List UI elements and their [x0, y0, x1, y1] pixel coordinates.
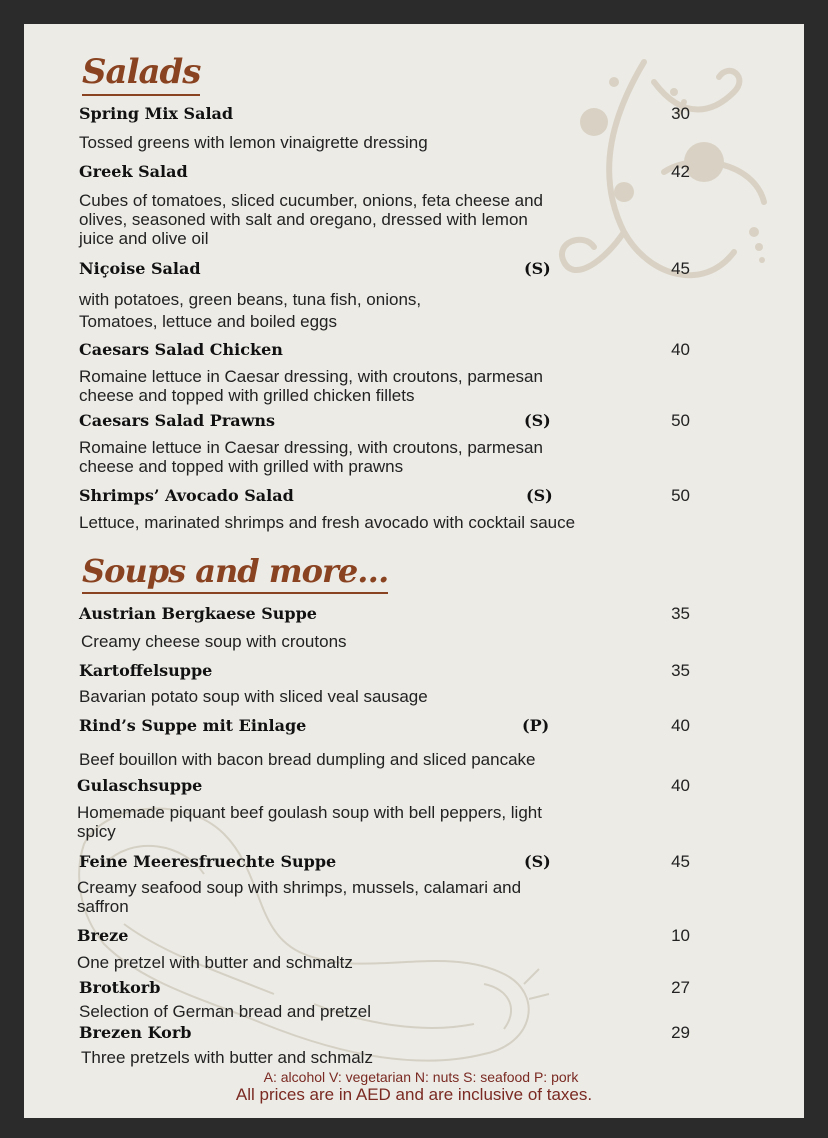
menu-item-name: Austrian Bergkaese Suppe: [79, 604, 317, 623]
menu-item-price: 29: [671, 1023, 690, 1042]
menu-item-price: 50: [671, 486, 690, 505]
menu-item-tag: (S): [526, 486, 553, 505]
menu-item-price: 35: [671, 604, 690, 623]
menu-item-name: Niçoise Salad: [79, 259, 201, 278]
menu-item-description: Cubes of tomatoes, sliced cucumber, onions, feta cheese and olives, seasoned with salt and oregano, dressed with lemon juice and olive oil: [79, 191, 543, 248]
menu-item-price: 50: [671, 411, 690, 430]
menu-item-description: Creamy cheese soup with croutons: [81, 632, 347, 651]
menu-page: [24, 24, 804, 1118]
allergen-legend: A: alcohol V: vegetarian N: nuts S: seafood P: pork: [263, 1069, 579, 1085]
soups-heading: Soups and more…: [82, 552, 388, 590]
menu-item-description: Lettuce, marinated shrimps and fresh avocado with cocktail sauce: [79, 513, 576, 532]
menu-item-name: Greek Salad: [79, 162, 188, 181]
menu-item-description: Bavarian potato soup with sliced veal sausage: [79, 687, 428, 706]
menu-item-price: 45: [671, 259, 690, 278]
menu-item-price: 35: [671, 661, 690, 680]
menu-item-name: Spring Mix Salad: [79, 104, 234, 123]
salads-heading: Salads: [82, 52, 200, 92]
menu-item-name: Breze: [77, 926, 129, 945]
menu-item-price: 10: [671, 926, 690, 945]
menu-item-price: 40: [671, 340, 690, 359]
menu-item-name: Rind’s Suppe mit Einlage: [79, 716, 307, 735]
menu-item-tag: (P): [522, 716, 550, 735]
menu-item-price: 40: [671, 776, 690, 795]
menu-item-name: Shrimps’ Avocado Salad: [79, 486, 294, 505]
menu-item-price: 30: [671, 104, 690, 123]
menu-item-name: Brotkorb: [79, 978, 161, 997]
menu-item-tag: (S): [524, 411, 551, 430]
menu-item-description: Three pretzels with butter and schmalz: [81, 1048, 373, 1067]
menu-item-name: Kartoffelsuppe: [79, 661, 213, 680]
menu-item-name: Caesars Salad Prawns: [79, 411, 276, 430]
menu-item-name: Brezen Korb: [79, 1023, 192, 1042]
menu-item-name: Caesars Salad Chicken: [79, 340, 283, 359]
menu-item-price: 27: [671, 978, 690, 997]
menu-item-price: 45: [671, 852, 690, 871]
menu-item-name: Feine Meeresfruechte Suppe: [79, 852, 337, 871]
tax-note: All prices are in AED and are inclusive of taxes.: [235, 1085, 593, 1104]
menu-item-description: Romaine lettuce in Caesar dressing, with croutons, parmesan cheese and topped with grilled chicken fillets: [79, 367, 543, 405]
menu-item-tag: (S): [524, 259, 551, 278]
menu-item-description: Romaine lettuce in Caesar dressing, with croutons, parmesan cheese and topped with grilled with prawns: [79, 438, 543, 476]
menu-item-name: Gulaschsuppe: [77, 776, 203, 795]
menu-item-description: Beef bouillon with bacon bread dumpling and sliced pancake: [79, 750, 536, 769]
menu-item-description: Tossed greens with lemon vinaigrette dressing: [79, 133, 428, 152]
menu-item-description: Selection of German bread and pretzel: [79, 1002, 372, 1021]
menu-item-description: One pretzel with butter and schmaltz: [77, 953, 353, 972]
menu-item-price: 40: [671, 716, 690, 735]
menu-item-description: Creamy seafood soup with shrimps, mussels, calamari and saffron: [77, 878, 522, 916]
menu-item-tag: (S): [524, 852, 551, 871]
menu-item-price: 42: [671, 162, 690, 181]
menu-item-description: Homemade piquant beef goulash soup with bell peppers, light spicy: [77, 803, 542, 841]
menu-item-description: with potatoes, green beans, tuna fish, onions, Tomatoes, lettuce and boiled eggs: [79, 290, 422, 331]
